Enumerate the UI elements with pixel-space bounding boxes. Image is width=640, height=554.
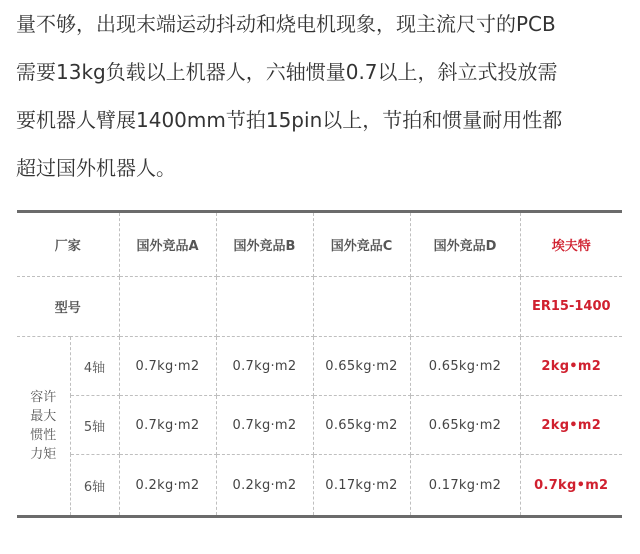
value-cell: 0.2kg·m2 (216, 455, 313, 517)
paragraph-line: 要机器人臂展1400mm节拍15pin以上，节拍和惯量耐用性都 (16, 108, 563, 132)
axis-4-row (17, 337, 622, 396)
inertia-comparison-table (17, 210, 622, 518)
value-cell: 0.7kg·m2 (119, 396, 216, 455)
paragraph-line: 超过国外机器人。 (16, 156, 176, 180)
value-cell: 0.2kg·m2 (119, 455, 216, 517)
axis-5-row (17, 396, 622, 455)
competitor-a-header: 国外竞品A (119, 212, 216, 277)
axis-6-row (17, 455, 622, 517)
manufacturer-label: 厂家 (17, 212, 119, 277)
model-cell-empty (119, 277, 216, 337)
axis-label: 6轴 (70, 455, 119, 517)
value-cell: 0.65kg·m2 (313, 337, 410, 396)
highlight-value-cell: 2kg•m2 (520, 337, 622, 396)
intro-paragraph (16, 0, 626, 192)
paragraph-line: 量不够，出现末端运动抖动和烧电机现象，现主流尺寸的PCB (16, 12, 556, 36)
paragraph-line: 需要13kg负载以上机器人，六轴惯量0.7以上，斜立式投放需 (16, 60, 558, 84)
model-row (17, 277, 622, 337)
value-cell: 0.17kg·m2 (410, 455, 520, 517)
axis-label: 5轴 (70, 396, 119, 455)
competitor-d-header: 国外竞品D (410, 212, 520, 277)
inertia-group-cell (17, 337, 70, 517)
value-cell: 0.7kg·m2 (216, 396, 313, 455)
competitor-b-header: 国外竞品B (216, 212, 313, 277)
inertia-group-label: 容许最大惯性力矩 (30, 390, 57, 462)
axis-label: 4轴 (70, 337, 119, 396)
competitor-c-header: 国外竞品C (313, 212, 410, 277)
highlight-brand-header: 埃夫特 (520, 212, 622, 277)
value-cell: 0.65kg·m2 (410, 337, 520, 396)
model-cell-empty (410, 277, 520, 337)
value-cell: 0.17kg·m2 (313, 455, 410, 517)
header-row (17, 212, 622, 277)
model-cell-empty (313, 277, 410, 337)
value-cell: 0.65kg·m2 (313, 396, 410, 455)
highlight-value-cell: 0.7kg•m2 (520, 455, 622, 517)
value-cell: 0.7kg·m2 (119, 337, 216, 396)
value-cell: 0.65kg·m2 (410, 396, 520, 455)
highlight-value-cell: 2kg•m2 (520, 396, 622, 455)
highlight-model: ER15-1400 (520, 277, 622, 337)
value-cell: 0.7kg·m2 (216, 337, 313, 396)
model-label: 型号 (17, 277, 119, 337)
model-cell-empty (216, 277, 313, 337)
